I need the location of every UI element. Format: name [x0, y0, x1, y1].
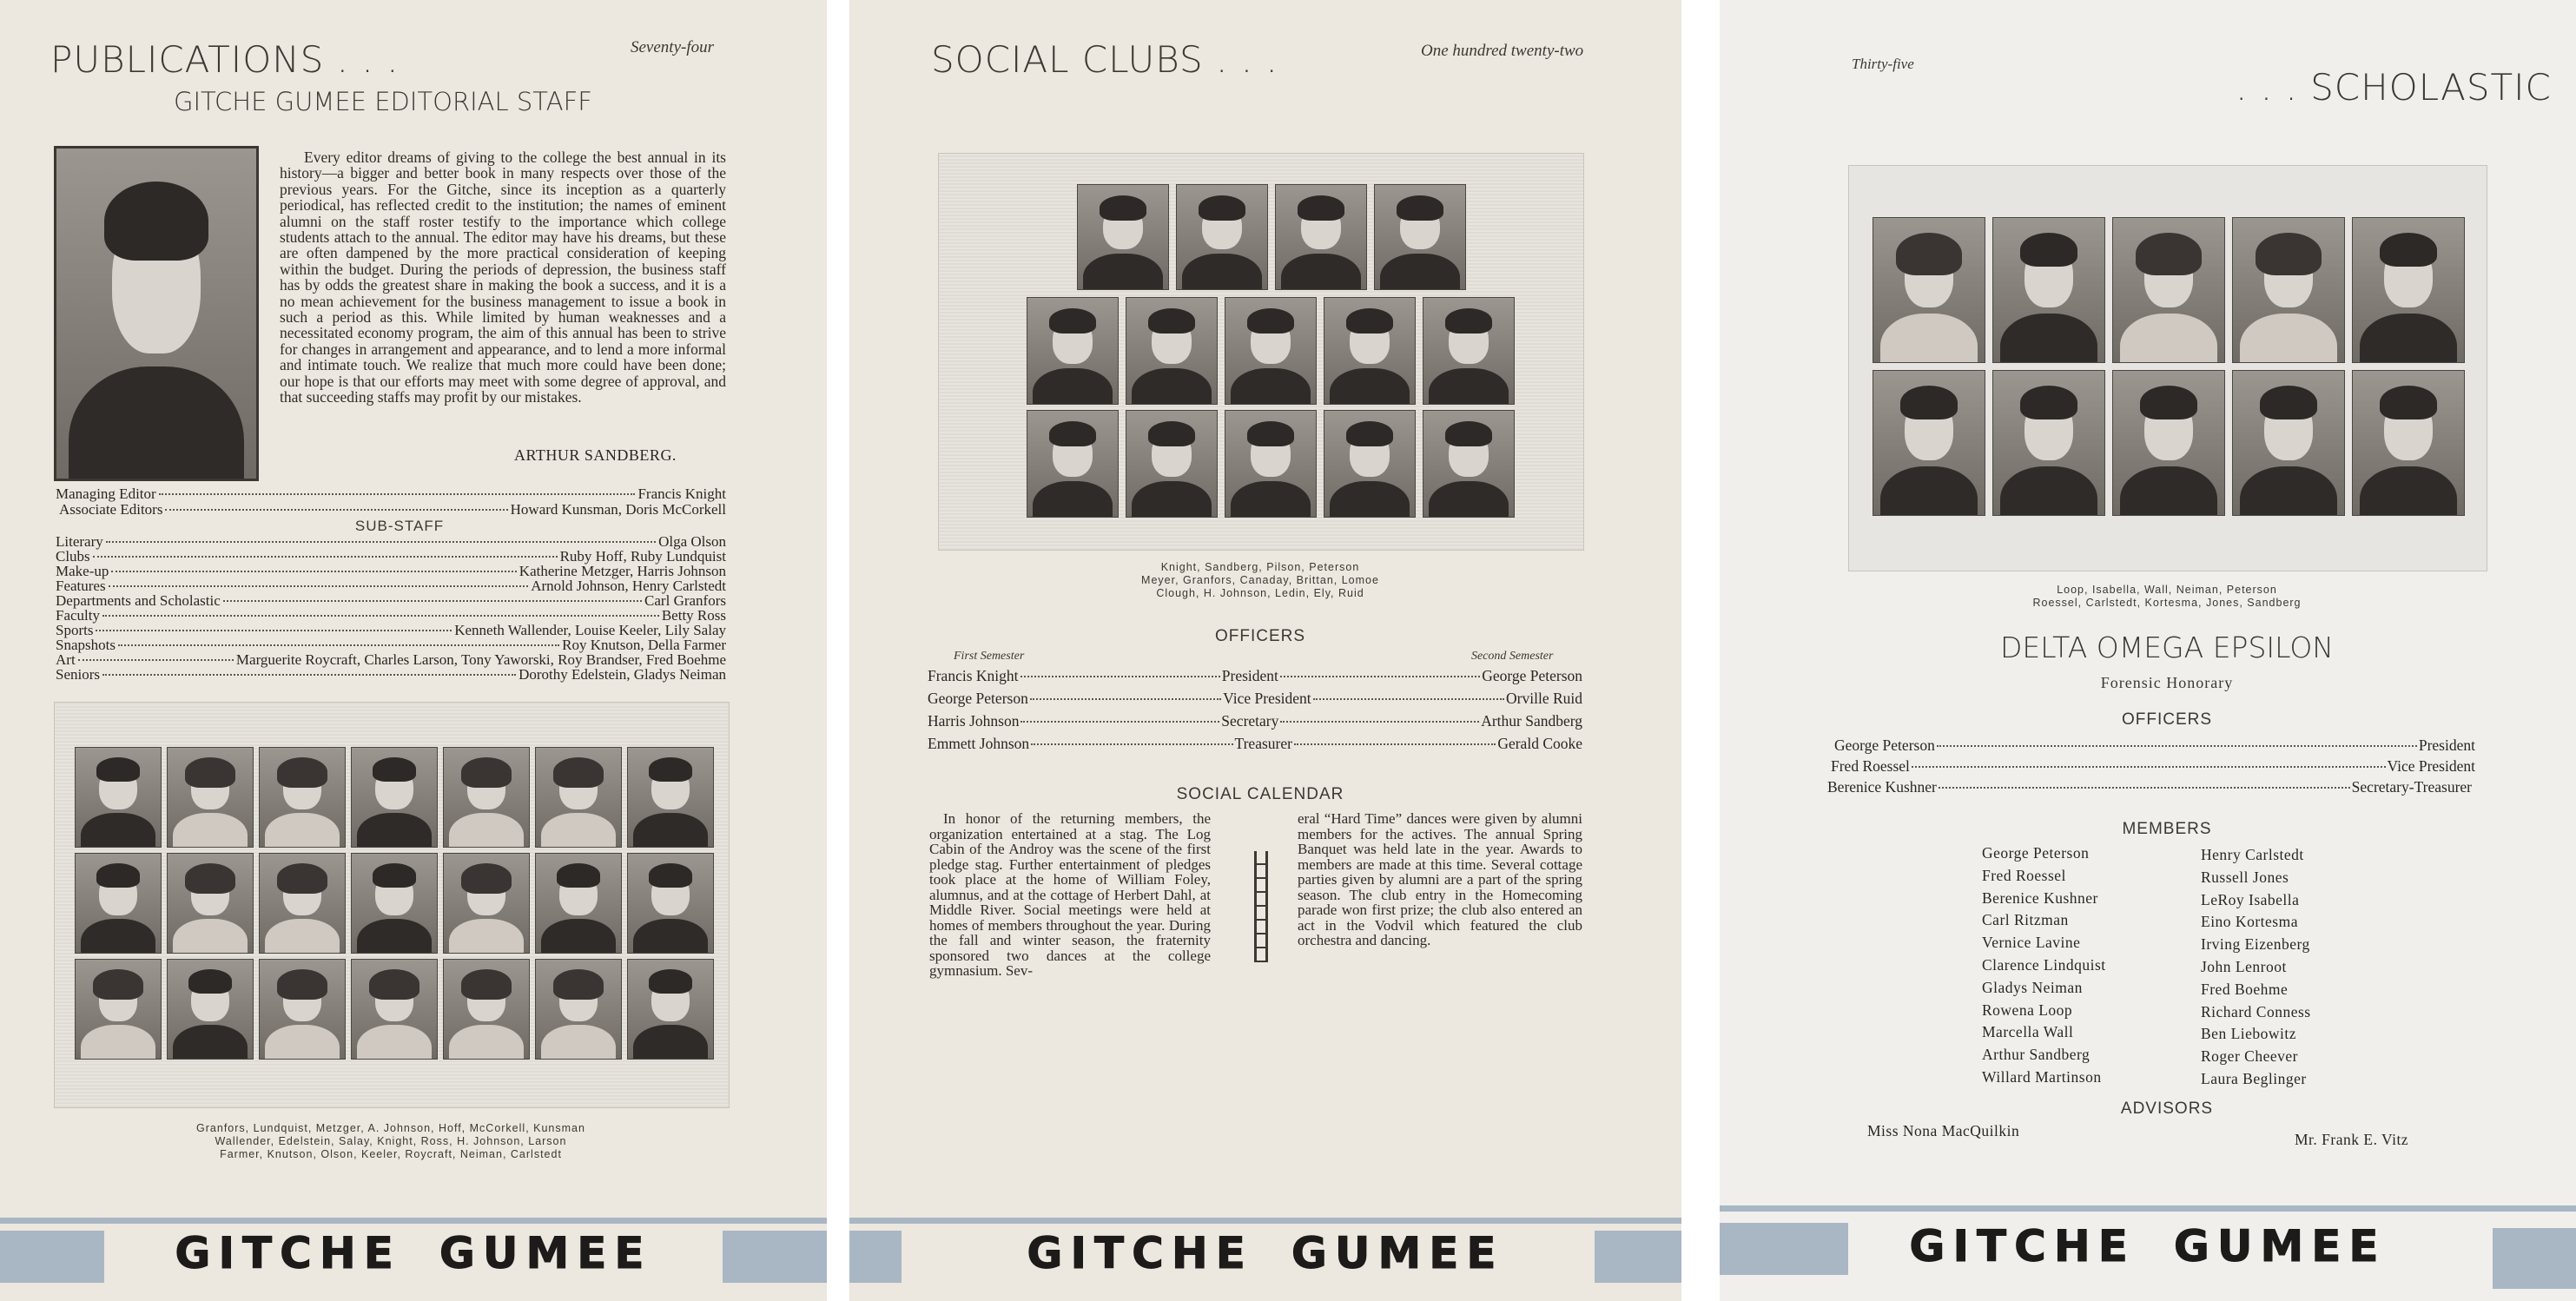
substaff-row: Literary Olga Olson — [56, 533, 726, 550]
staff-row: Managing Editor Francis Knight — [56, 485, 726, 502]
officer-row: Fred Roessel Vice President — [1831, 757, 2475, 775]
officer-row: George Peterson Vice President Orville Ruid — [928, 690, 1582, 707]
advisors-heading: ADVISORS — [2120, 1100, 2214, 1118]
member-photo — [351, 853, 438, 954]
section-title: PUBLICATIONS . . . — [50, 38, 400, 81]
members-column-left — [1982, 842, 2106, 1089]
substaff-row: Faculty Betty Ross — [56, 607, 726, 624]
advisor-name: Mr. Frank E. Vitz — [2295, 1131, 2409, 1148]
officer-row: Emmett Johnson Treasurer Gerald Cooke — [928, 735, 1583, 752]
calendar-heading: SOCIAL CALENDAR — [1176, 785, 1344, 803]
member-name: Irving Eizenberg — [2201, 935, 2310, 954]
member-photo — [1423, 410, 1515, 518]
editor-essay: Every editor dreams of giving to the college the best annual in its history—a bigger and better book in many respects over those of the previous years. For the Gitche, since its inception as a quarterly periodical, has reflected credit to the institution; the names of eminent alumni on the staff roster testify to the importance which college students attach to the annual. The editor may have his dreams, but these are often dampened by the more practical consideration of keeping within the budget. During the periods of depression, the business staff has by odds the greatest share in making the book a success, and it is a no mean achievement for the business management to issue a book in such a period as this. While limited by human weaknesses and a necessitated economy program, the aim of this annual has been to strive for changes in arrangement and appearance, and to lend a more informal and intimate touch. We realize that much more could have been done; our hope is that our efforts may meet with some degree of approval, and that succeeding staffs may profit by our mistakes. — [280, 149, 726, 406]
member-photo — [1992, 370, 2105, 516]
member-photo — [1077, 184, 1169, 290]
member-name: Vernice Lavine — [1982, 934, 2081, 952]
members-heading: MEMBERS — [2122, 820, 2212, 838]
member-photo — [2232, 217, 2345, 363]
member-photo — [1027, 297, 1119, 405]
member-photo — [1176, 184, 1268, 290]
member-photo — [627, 959, 714, 1060]
substaff-row: Clubs Ruby Hoff, Ruby Lundquist — [56, 548, 726, 565]
member-name: Eino Kortesma — [2201, 913, 2298, 931]
yearbook-page-social-clubs — [849, 0, 1681, 1301]
member-photo — [1873, 370, 1985, 516]
officer-row: Francis Knight President George Peterson — [928, 667, 1583, 684]
member-photo — [627, 853, 714, 954]
officer-row: Berenice Kushner Secretary-Treasurer — [1827, 778, 2472, 796]
member-name: Fred Boehme — [2201, 980, 2289, 998]
section-title: . . . SCHOLASTIC — [2236, 66, 2552, 109]
member-name: Carl Ritzman — [1982, 911, 2069, 929]
officers-heading: OFFICERS — [2121, 710, 2213, 729]
yearbook-page-publications — [0, 0, 827, 1301]
member-photo — [1423, 297, 1515, 405]
editor-portrait — [54, 146, 259, 481]
organization-name: DELTA OMEGA EPSILON — [2000, 631, 2334, 664]
officer-row: Harris Johnson Secretary Arthur Sandberg — [928, 712, 1582, 730]
member-name: Willard Martinson — [1982, 1067, 2102, 1086]
photo-caption: Granfors, Lundquist, Metzger, A. Johnson, Hoff, McCorkell, Kunsman Wallender, Edelstein, Salay, Knight, Ross, H. Johnson, Larson Farmer, Knutson, Olson, Keeler, Roycraft, Neiman, Carlstedt — [196, 1122, 585, 1160]
member-photo — [1324, 410, 1416, 518]
column-ornament — [1254, 851, 1268, 962]
member-photo — [167, 747, 254, 848]
banner-wordmark: GITCHE GUMEE — [1027, 1228, 1504, 1278]
members-column-right — [2201, 844, 2311, 1091]
substaff-row: Snapshots Roy Knutson, Della Farmer — [56, 637, 726, 653]
gitche-gumee-banner — [0, 1218, 827, 1301]
organization-subtitle: Forensic Honorary — [2100, 674, 2234, 691]
member-photo — [1225, 410, 1317, 518]
member-photo — [535, 959, 622, 1060]
member-photo — [351, 747, 438, 848]
calendar-column-right: eral “Hard Time” dances were given by alumni members for the actives. The annual Spring Banquet was held late in the year. Awards to members are made at this time. Several cottage parties given by alumni are a part of the spring season. The club entry in the Homecoming parade won first prize; the club also entered an act in the Vodvil which featured the club orchestra and dancing. — [1298, 810, 1582, 948]
member-name: Arthur Sandberg — [1982, 1046, 2091, 1064]
member-photo — [627, 747, 714, 848]
staff-row: Associate Editors Howard Kunsman, Doris McCorkell — [59, 501, 726, 518]
officer-row: George Peterson President — [1834, 736, 2475, 754]
yearbook-page-scholastic — [1720, 0, 2576, 1301]
officers-heading: OFFICERS — [1214, 627, 1306, 645]
page-folio: One hundred twenty-two — [1421, 42, 1584, 60]
substaff-row: Art Marguerite Roycraft, Charles Larson, Tony Yaworski, Roy Brandser, Fred Boehme — [56, 651, 726, 668]
gitche-gumee-banner — [849, 1218, 1681, 1301]
member-name: Henry Carlstedt — [2201, 846, 2304, 863]
banner-wordmark: GITCHE GUMEE — [1909, 1221, 2387, 1271]
member-photo — [2232, 370, 2345, 516]
page-subtitle: GITCHE GUMEE EDITORIAL STAFF — [174, 87, 592, 116]
member-photo — [1225, 297, 1317, 405]
member-name: George Peterson — [1982, 844, 2090, 862]
member-photo — [2112, 217, 2225, 363]
member-name: Marcella Wall — [1982, 1023, 2074, 1041]
page-folio: Seventy-four — [631, 38, 715, 56]
photo-caption: Knight, Sandberg, Pilson, Peterson Meyer, Granfors, Canaday, Brittan, Lomoe Clough, H. Johnson, Ledin, Ely, Ruid — [1141, 561, 1379, 599]
member-photo — [1992, 217, 2105, 363]
member-photo — [535, 747, 622, 848]
substaff-row: Sports Kenneth Wallender, Louise Keeler, Lily Salay — [56, 622, 726, 638]
member-photo — [1027, 410, 1119, 518]
member-photo — [1126, 297, 1218, 405]
substaff-row: Make-up Katherine Metzger, Harris Johnson — [56, 563, 726, 579]
member-photo — [167, 959, 254, 1060]
member-name: Rowena Loop — [1982, 1001, 2073, 1019]
member-photo — [259, 959, 346, 1060]
advisor-name: Miss Nona MacQuilkin — [1867, 1122, 2020, 1139]
substaff-row: Departments and Scholastic Carl Granfors — [56, 592, 726, 609]
essay-signature: ARTHUR SANDBERG. — [514, 446, 677, 464]
member-name: Russell Jones — [2201, 868, 2289, 886]
member-name: Fred Roessel — [1982, 866, 2066, 884]
first-semester-label: First Semester — [954, 650, 1025, 663]
member-photo — [167, 853, 254, 954]
member-name: Gladys Neiman — [1982, 978, 2083, 996]
member-name: John Lenroot — [2201, 957, 2287, 975]
member-photo — [1275, 184, 1367, 290]
member-name: Laura Beglinger — [2201, 1069, 2307, 1087]
member-name: Berenice Kushner — [1982, 888, 2098, 907]
substaff-heading: SUB-STAFF — [354, 518, 445, 534]
page-folio: Thirty-five — [1852, 56, 1914, 72]
member-photo — [1126, 410, 1218, 518]
substaff-row: Features Arnold Johnson, Henry Carlstedt — [56, 578, 726, 594]
member-photo — [351, 959, 438, 1060]
member-photo — [75, 747, 162, 848]
member-name: Clarence Lindquist — [1982, 955, 2106, 974]
member-photo — [1873, 217, 1985, 363]
member-name: Richard Conness — [2201, 1002, 2311, 1020]
member-photo — [75, 959, 162, 1060]
member-photo — [2352, 217, 2465, 363]
member-photo — [2112, 370, 2225, 516]
member-photo — [535, 853, 622, 954]
section-title: SOCIAL CLUBS . . . — [931, 38, 1278, 81]
gitche-gumee-banner — [1720, 1205, 2576, 1301]
calendar-column-left: In honor of the returning members, the organization entertained at a stag. The Log Cabin of the Androy was the scene of the first pledge stag. Further entertainment of pledges took place at the home of William Foley, alumnus, and at the cottage of Herbert Dahl, at Middle River. Social meetings were held at homes of members throughout the year. During the fall and winter season, the fraternity sponsored two dances at the college gymnasium. Sev- — [929, 810, 1211, 979]
member-photo — [1324, 297, 1416, 405]
member-name: Roger Cheever — [2201, 1047, 2298, 1066]
member-name: LeRoy Isabella — [2201, 890, 2300, 908]
member-photo — [443, 853, 530, 954]
member-photo — [1374, 184, 1466, 290]
member-photo — [259, 853, 346, 954]
photo-caption: Loop, Isabella, Wall, Neiman, Peterson Roessel, Carlstedt, Kortesma, Jones, Sandberg — [2032, 584, 2302, 609]
member-photo — [259, 747, 346, 848]
member-photo — [443, 747, 530, 848]
member-photo — [443, 959, 530, 1060]
member-photo — [75, 853, 162, 954]
member-photo — [2352, 370, 2465, 516]
second-semester-label: Second Semester — [1471, 650, 1554, 663]
substaff-row: Seniors Dorothy Edelstein, Gladys Neiman — [56, 666, 726, 683]
member-name: Ben Liebowitz — [2201, 1025, 2297, 1043]
banner-wordmark: GITCHE GUMEE — [175, 1228, 652, 1278]
